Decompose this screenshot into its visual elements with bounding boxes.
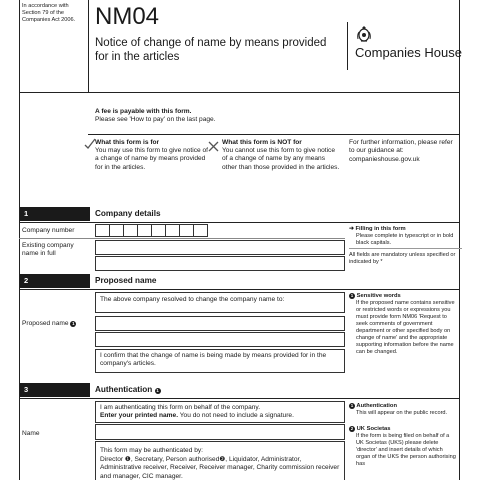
confirm-text: I confirm that the change of name is being made by means provided for in the company's articles. — [100, 352, 327, 368]
arrow-icon: ➜ — [349, 226, 356, 232]
sensitive-text: If the proposed name contains sensitive or restricted words or expressions you must provide form NM06 'Request to seek comments of government department or other specified body on change of name' and the appropriate supporting information before the name can be changed. — [356, 300, 455, 355]
fee-title: A fee is payable with this form. — [95, 108, 192, 115]
proposed-name-field-1[interactable] — [95, 316, 345, 331]
existing-name-label: Existing company name in full — [22, 242, 74, 257]
sensitive-words-note — [349, 293, 464, 356]
existing-name-field-2[interactable] — [95, 256, 345, 271]
header-bottom-rule — [19, 92, 460, 93]
section-2-number: 2 — [20, 274, 90, 288]
brand-divider — [347, 22, 348, 70]
note-marker-icon: 1 — [156, 388, 159, 393]
company-number-digit[interactable] — [179, 224, 194, 237]
name-field[interactable] — [95, 424, 345, 440]
is-not-for-text: You cannot use this form to give notice of a change of name by any means other than those provided in the articles. — [222, 147, 340, 171]
company-number-field[interactable] — [95, 224, 207, 237]
company-number-digit[interactable] — [123, 224, 138, 237]
filling-note-text1: Please complete in typescript or in bold black capitals. — [356, 233, 454, 246]
page-left-rule — [19, 0, 20, 480]
is-not-for-title: What this form is NOT for — [222, 139, 302, 146]
fee-text: Please see 'How to pay' on the last page. — [95, 116, 216, 123]
proposed-name-field-2[interactable] — [95, 332, 345, 347]
note-divider — [349, 248, 462, 249]
auth-statement — [95, 401, 345, 423]
company-number-digit[interactable] — [193, 224, 208, 237]
note-marker-icon: 2 — [350, 426, 354, 431]
auth-note-title: Authentication — [356, 403, 397, 409]
printed-name-instruction: Enter your printed name. You do not need to include a signature. — [100, 412, 294, 419]
filling-note — [349, 226, 464, 266]
company-number-label: Company number — [22, 227, 75, 234]
is-for-title: What this form is for — [95, 139, 160, 146]
section-3-rule — [19, 398, 460, 399]
uks-note-title: UK Societas — [356, 426, 391, 432]
resolved-text: The above company resolved to change the company name to: — [100, 296, 285, 303]
row-rule — [19, 238, 345, 239]
authorised-by-box — [95, 441, 345, 480]
company-number-digit[interactable] — [109, 224, 124, 237]
form-code: NM04 — [95, 3, 160, 30]
company-number-digit[interactable] — [137, 224, 152, 237]
note-marker-icon: 1 — [72, 321, 75, 326]
uk-societas-note — [349, 426, 464, 468]
form-title: Notice of change of name by means provided for in the articles — [95, 37, 327, 63]
filling-note-title: Filling in this form — [355, 226, 406, 232]
authentication-note — [349, 403, 464, 417]
note-marker-icon: 1 — [350, 403, 354, 408]
purpose-top-rule — [88, 134, 460, 135]
auth-note-text: This will appear on the public record. — [356, 410, 448, 416]
section-2-rule — [19, 289, 460, 290]
auth-text: I am authenticating this form on behalf of the company. — [100, 404, 261, 411]
sensitive-title: Sensitive words — [356, 293, 401, 299]
crest-icon — [355, 25, 373, 43]
header-divider — [88, 0, 89, 92]
roles-text: Director ❶, Secretary, Person authorised❷, Liquidator, Administrator, Administrative receiver, Receiver, Receiver manager, Charity commission receiver and manager, CIC manager. — [100, 456, 340, 480]
section-3-header — [20, 383, 460, 397]
section-1-rule — [19, 222, 460, 223]
uks-note-text: If the form is being filed on behalf of a UK Societas (UKS) please delete 'director' and insert details of which organ of the UKS the person authorising has — [356, 433, 456, 467]
existing-name-field-1[interactable] — [95, 240, 345, 255]
proposed-name-label: Proposed name 1 — [22, 320, 75, 327]
section-1-number: 1 — [20, 207, 90, 221]
legal-note: In accordance with Section 79 of the Companies Act 2006. — [22, 3, 76, 23]
section-1-header — [20, 207, 460, 221]
confirm-statement — [95, 349, 345, 373]
company-number-digit[interactable] — [165, 224, 180, 237]
section-2-header — [20, 274, 460, 288]
company-number-digit[interactable] — [151, 224, 166, 237]
may-be-text: This form may be authenticated by: — [100, 447, 203, 454]
section-3-title: Authentication 1 — [95, 385, 159, 394]
name-label: Name — [22, 430, 40, 437]
section-3-number: 3 — [20, 383, 90, 397]
section-1-title: Company details — [95, 209, 161, 218]
note-marker-icon: 1 — [350, 293, 354, 298]
guidance-info: For further information, please refer to our guidance at: companieshouse.gov.uk — [349, 139, 453, 163]
section-2-title: Proposed name — [95, 276, 157, 285]
filling-note-text2: All fields are mandatory unless specified or indicated by * — [349, 252, 456, 265]
brand-name: Companies House — [355, 45, 462, 60]
cross-icon — [208, 139, 219, 150]
company-number-digit[interactable] — [95, 224, 110, 237]
is-for-text: You may use this form to give notice of a change of name by means provided for in the articles. — [95, 147, 209, 171]
resolved-statement — [95, 292, 345, 313]
